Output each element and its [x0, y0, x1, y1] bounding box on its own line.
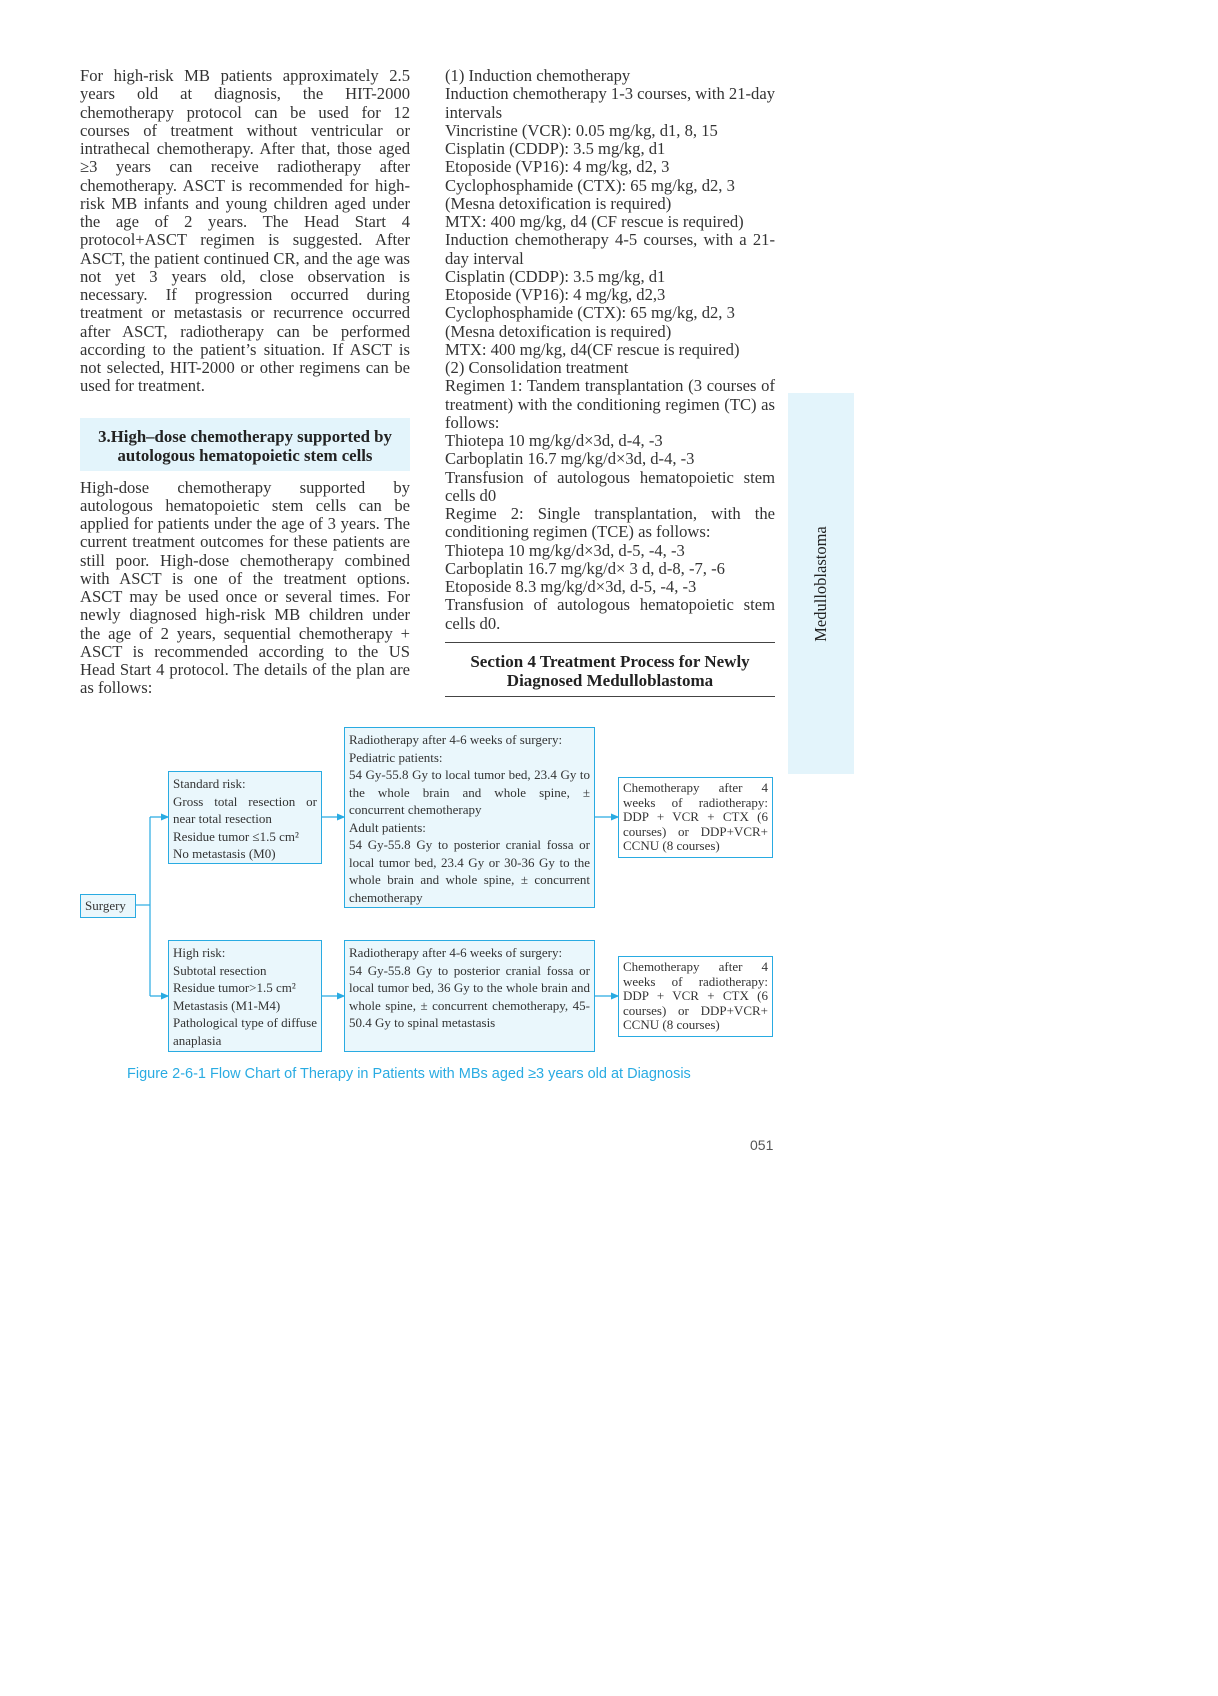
line-vcr: Vincristine (VCR): 0.05 mg/kg, d1, 8, 15 — [445, 120, 718, 140]
line-thiotepa-2: Thiotepa 10 mg/kg/d×3d, d-5, -4, -3 — [445, 540, 685, 560]
subsection-heading-line1: 3.High–dose chemotherapy supported by — [98, 426, 392, 446]
paragraph-high-risk-intro: For high-risk MB patients approximately 2.5 years old at diagnosis, the HIT-2000 chemotherapy protocol can be used for 12 courses of treatment without ventricular or intrathecal chemotherapy. After that, those aged ≥3 years can receive radiotherapy after chemotherapy. ASCT is recommended for high-risk MB infants and young children aged under the age of 2 years. The Head Start 4 protocol+ASCT regimen is suggested. After ASCT, the patient continued CR, and the age was not yet 3 years old, close observation is necessary. If progression occurred during treatment or metastasis or recurrence occurred after ASCT, radiotherapy can be performed according to the patient’s situation. If ASCT is not selected, HIT-2000 or other regimens can be used for treatment. — [80, 66, 410, 396]
radio-standard-timing: Radiotherapy after 4-6 weeks of surgery: — [349, 732, 563, 747]
line-transfusion-2: Transfusion of autologous hematopoietic stem cells d0. — [445, 595, 775, 633]
high-risk-pathology: Pathological type of diffuse anaplasia — [173, 1015, 317, 1048]
flow-box-chemotherapy-high — [618, 956, 773, 1037]
line-induction-4-5: Induction chemotherapy 4-5 courses, with a 21-day interval — [445, 230, 775, 268]
line-mesna: (Mesna detoxification is required) — [445, 193, 672, 213]
line-regime-2: Regime 2: Single transplantation, with the conditioning regimen (TCE) as follows: — [445, 504, 775, 542]
flow-box-standard-risk — [168, 771, 322, 864]
line-cddp-2: Cisplatin (CDDP): 3.5 mg/kg, d1 — [445, 266, 666, 286]
figure-caption: Figure 2-6-1 Flow Chart of Therapy in Patients with MBs aged ≥3 years old at Diagnosis — [127, 1066, 691, 1082]
high-risk-residue: Residue tumor>1.5 cm² — [173, 980, 296, 995]
flow-box-surgery — [80, 894, 136, 918]
line-carboplatin-2: Carboplatin 16.7 mg/kg/d× 3 d, d-8, -7, -6 — [445, 558, 725, 578]
line-mtx-2: MTX: 400 mg/kg, d4(CF rescue is required) — [445, 339, 740, 359]
flow-box-radiotherapy-high — [344, 940, 595, 1052]
chemo-standard-text: Chemotherapy after 4 weeks of radiotherapy: DDP + VCR + CTX (6 courses) or DDP+VCR+ CCNU (8 courses) — [623, 780, 768, 853]
line-vp16-2: Etoposide (VP16): 4 mg/kg, d2,3 — [445, 285, 666, 304]
flow-box-radiotherapy-standard — [344, 727, 595, 908]
section-title-line2: Diagnosed Medulloblastoma — [506, 670, 714, 690]
standard-risk-resection: Gross total resection or near total resection — [173, 793, 317, 826]
high-risk-title: High risk: — [173, 945, 226, 960]
section-title-line1: Section 4 Treatment Process for Newly — [470, 651, 750, 671]
high-risk-resection: Subtotal resection — [173, 962, 267, 978]
chapter-side-tab-label: Medulloblastoma — [811, 525, 830, 642]
flow-box-high-risk — [168, 940, 322, 1052]
line-etoposide: Etoposide 8.3 mg/kg/d×3d, d-5, -4, -3 — [445, 577, 697, 596]
line-transfusion: Transfusion of autologous hematopoietic stem cells d0 — [445, 467, 775, 505]
line-ctx-2: Cyclophosphamide (CTX): 65 mg/kg, d2, 3 — [445, 303, 735, 323]
line-consolidation-title: (2) Consolidation treatment — [445, 358, 629, 377]
paragraph-high-dose-chemo: High-dose chemotherapy supported by autologous hematopoietic stem cells can be applied for patients under the age of 3 years. The current treatment outcomes for these patients are still poor. High-dose chemotherapy combined with ASCT is one of the treatment options. ASCT may be used once or several times. For newly diagnosed high-risk MB children under the age of 2 years, sequential chemotherapy + ASCT is recommended according to the US Head Start 4 protocol. The details of the plan are as follows: — [80, 477, 410, 698]
radio-standard-adult-label: Adult patients: — [349, 819, 426, 835]
standard-risk-residue: Residue tumor ≤1.5 cm² — [173, 828, 299, 844]
line-induction-title: (1) Induction chemotherapy — [445, 66, 631, 85]
standard-risk-title: Standard risk: — [173, 776, 246, 791]
surgery-label: Surgery — [85, 898, 126, 913]
high-risk-metastasis: Metastasis (M1-M4) — [173, 997, 281, 1013]
line-mtx: MTX: 400 mg/kg, d4 (CF rescue is required) — [445, 212, 744, 231]
radio-high-dose: 54 Gy-55.8 Gy to posterior cranial fossa or local tumor bed, 36 Gy to the whole brain and whole spine, ± concurrent chemotherapy, 45-50.4 Gy to spinal metastasis — [349, 962, 590, 1030]
radio-standard-adult-dose: 54 Gy-55.8 Gy to posterior cranial fossa or local tumor bed, 23.4 Gy or 30-36 Gy to the whole brain and whole spine, ± concurrent chemotherapy — [349, 837, 590, 905]
radio-high-timing: Radiotherapy after 4-6 weeks of surgery: — [349, 945, 563, 960]
chemo-high-text: Chemotherapy after 4 weeks of radiotherapy: DDP + VCR + CTX (6 courses) or DDP+VCR+ CCNU (8 courses) — [623, 959, 768, 1032]
page-number: 051 — [750, 1137, 774, 1153]
subsection-heading-line2: autologous hematopoietic stem cells — [117, 445, 373, 465]
line-cddp: Cisplatin (CDDP): 3.5 mg/kg, d1 — [445, 139, 666, 158]
line-thiotepa: Thiotepa 10 mg/kg/d×3d, d-4, -3 — [445, 431, 663, 450]
line-carboplatin: Carboplatin 16.7 mg/kg/d×3d, d-4, -3 — [445, 449, 695, 469]
standard-risk-metastasis: No metastasis (M0) — [173, 846, 276, 861]
flow-box-chemotherapy-standard — [618, 777, 773, 858]
radio-standard-pediatric-label: Pediatric patients: — [349, 749, 443, 765]
line-regimen-1: Regimen 1: Tandem transplantation (3 courses of treatment) with the conditioning regimen (TC) as follows: — [445, 376, 775, 432]
line-vp16: Etoposide (VP16): 4 mg/kg, d2, 3 — [445, 157, 670, 177]
line-induction-1-3: Induction chemotherapy 1-3 courses, with 21-day intervals — [445, 84, 775, 122]
line-ctx: Cyclophosphamide (CTX): 65 mg/kg, d2, 3 — [445, 175, 735, 195]
line-mesna-2: (Mesna detoxification is required) — [445, 321, 672, 341]
radio-standard-pediatric-dose: 54 Gy-55.8 Gy to local tumor bed, 23.4 Gy to the whole brain and whole spine, ± concurrent chemotherapy — [349, 767, 590, 817]
